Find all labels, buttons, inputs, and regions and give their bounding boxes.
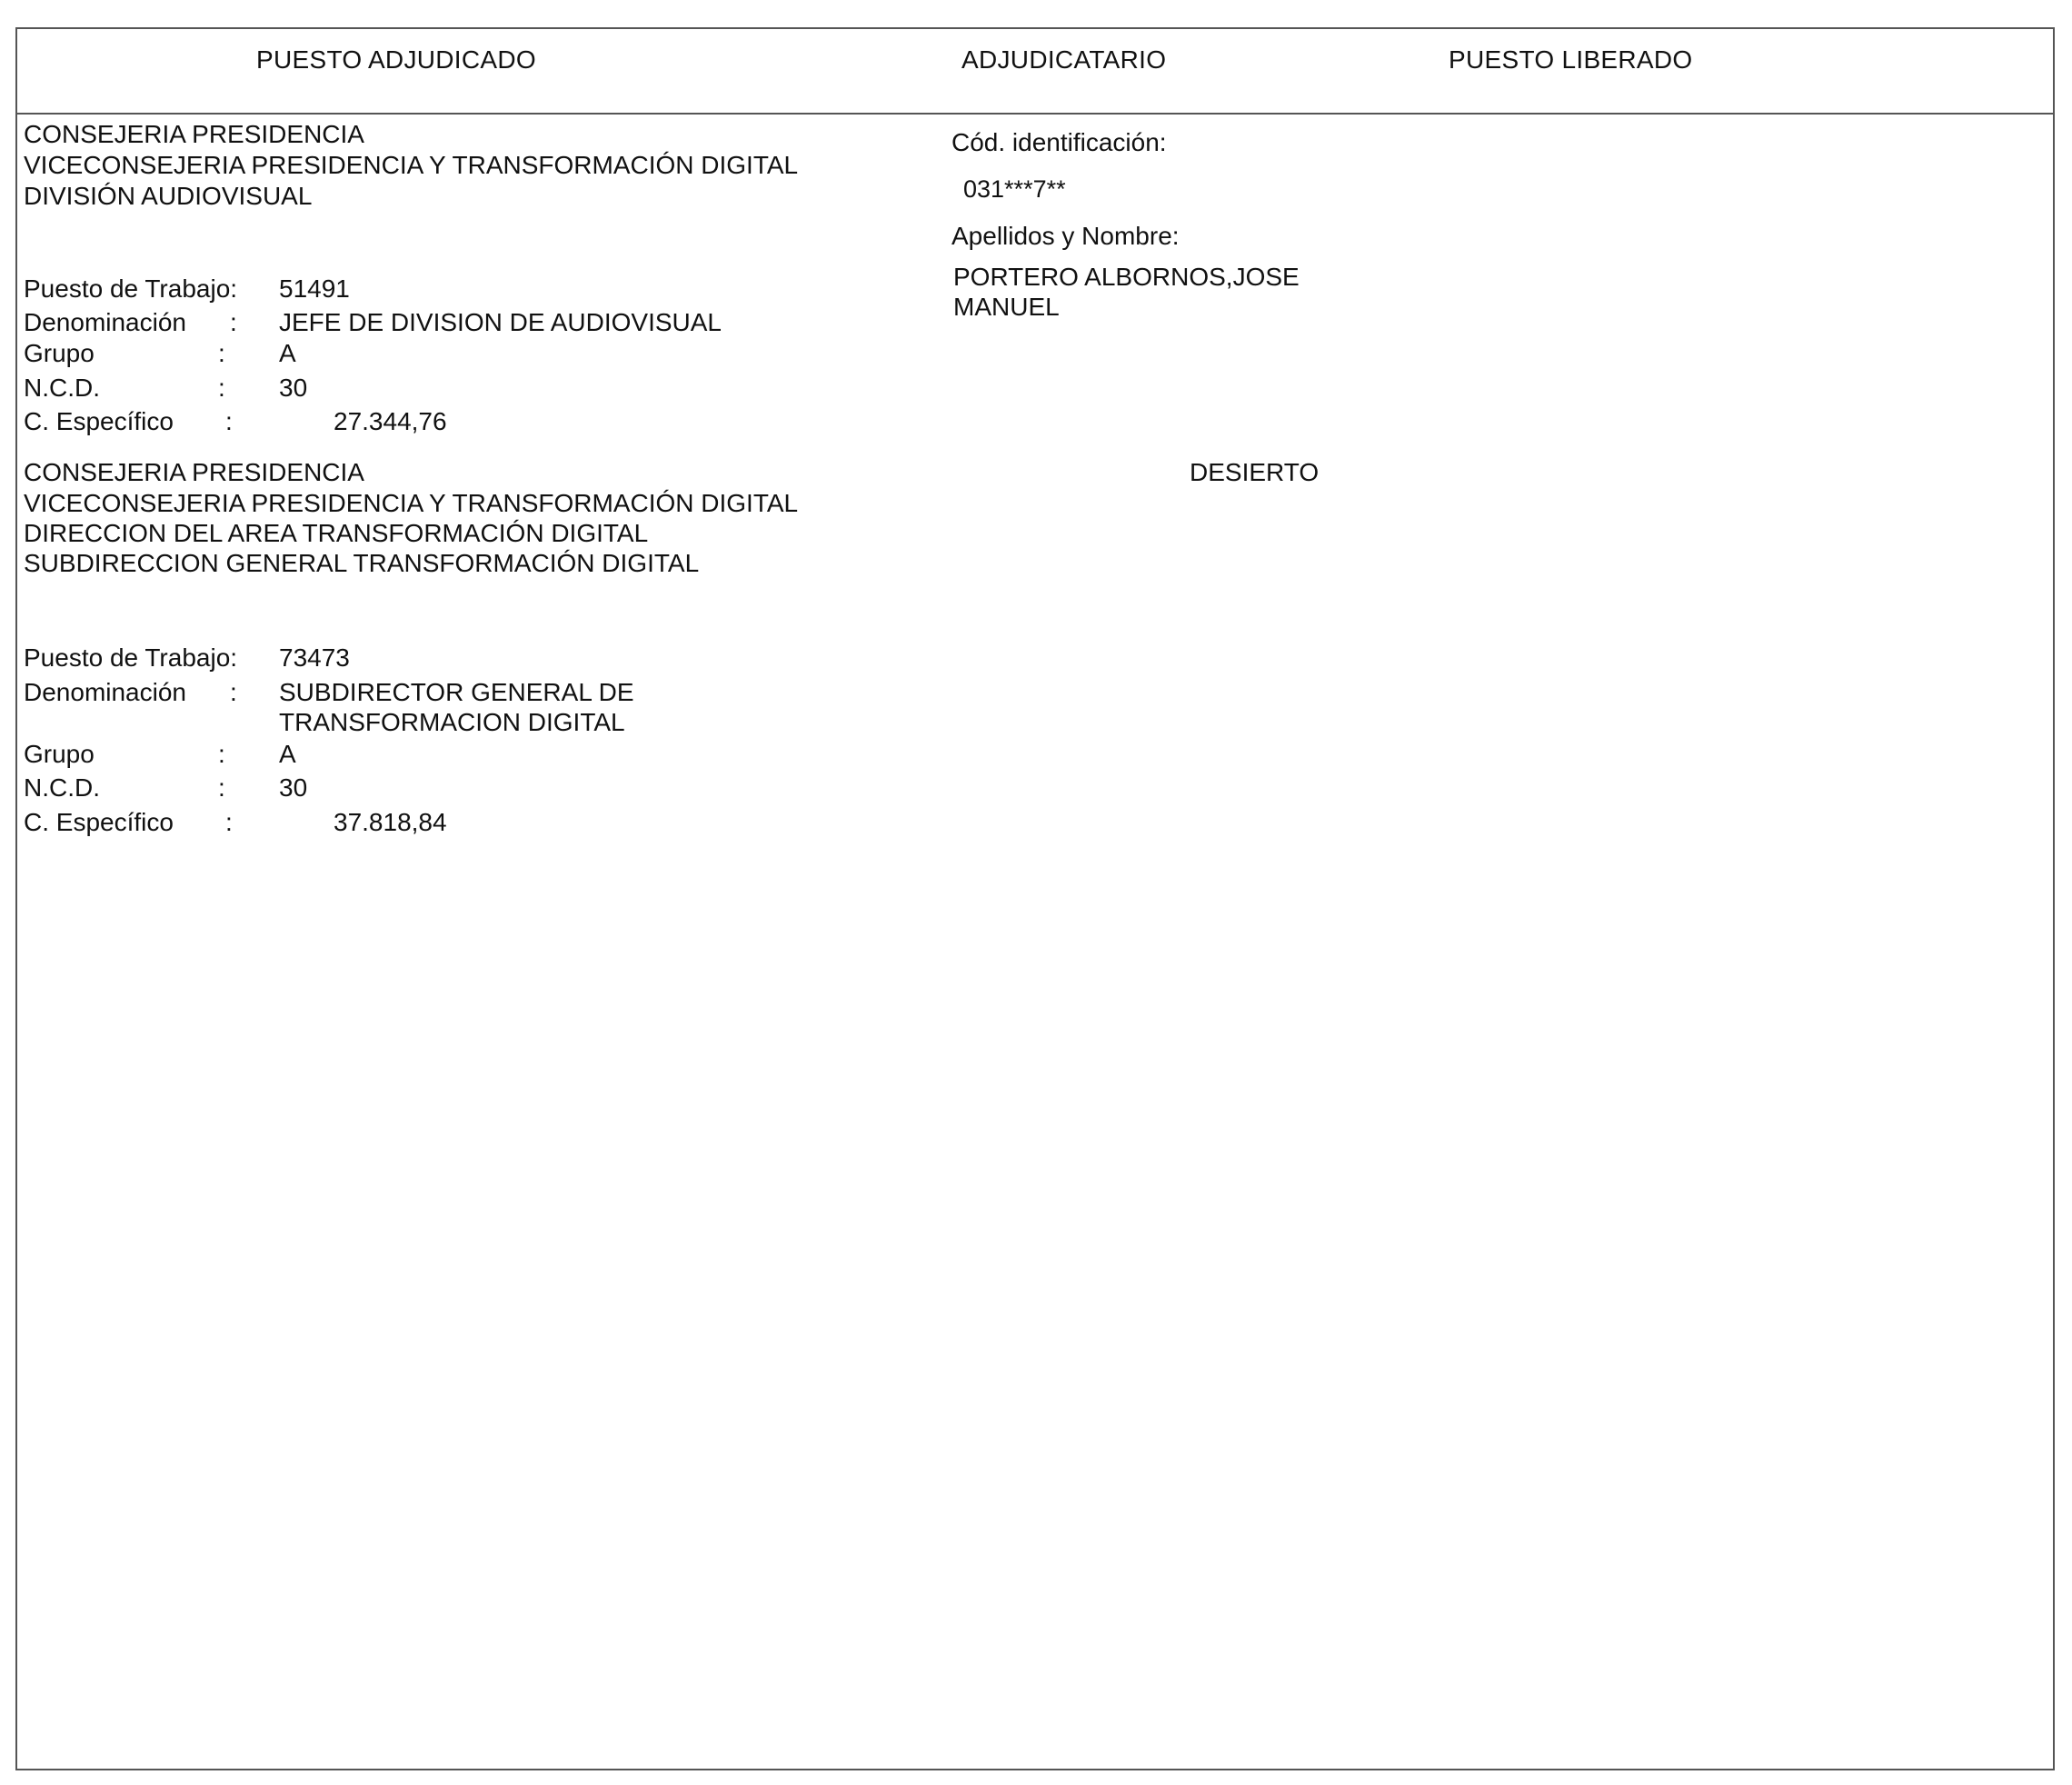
entry1-grupo-value: A (279, 339, 296, 367)
entry1-denominacion-colon: : (230, 308, 237, 336)
entry2-ncd-colon: : (218, 773, 225, 802)
entry2-ncd-label: N.C.D. (24, 773, 100, 802)
entry2-puesto-label: Puesto de Trabajo: (24, 643, 238, 672)
entry2-denominacion-colon: : (230, 678, 237, 706)
entry2-desierto-status: DESIERTO (1190, 458, 1320, 486)
entry1-denominacion-value: JEFE DE DIVISION DE AUDIOVISUAL (279, 308, 722, 336)
entry1-org-line3: DIVISIÓN AUDIOVISUAL (24, 182, 313, 210)
entry1-org-line1: CONSEJERIA PRESIDENCIA (24, 120, 364, 148)
entry1-nombre-line2: MANUEL (953, 293, 1060, 321)
entry2-grupo-value: A (279, 740, 296, 768)
entry2-denominacion-label: Denominación (24, 678, 186, 706)
entry1-cod-label: Cód. identificación: (951, 128, 1167, 156)
entry1-cod-value: 031***7** (963, 175, 1066, 203)
entry1-nombre-line1: PORTERO ALBORNOS,JOSE (953, 263, 1300, 291)
header-divider (15, 113, 2055, 115)
entry2-denominacion-line1: SUBDIRECTOR GENERAL DE (279, 678, 634, 706)
entry1-ncd-value: 30 (279, 374, 308, 402)
entry1-especifico-label: C. Específico (24, 407, 174, 435)
entry2-org-line3: DIRECCION DEL AREA TRANSFORMACIÓN DIGITAL (24, 519, 649, 547)
entry1-puesto-label: Puesto de Trabajo: (24, 274, 238, 303)
entry2-especifico-colon: : (225, 808, 233, 836)
entry2-ncd-value: 30 (279, 773, 308, 802)
entry2-org-line1: CONSEJERIA PRESIDENCIA (24, 458, 364, 486)
entry2-denominacion-line2: TRANSFORMACION DIGITAL (279, 708, 625, 736)
entry2-especifico-label: C. Específico (24, 808, 174, 836)
entry1-especifico-colon: : (225, 407, 233, 435)
header-puesto-adjudicado: PUESTO ADJUDICADO (256, 45, 536, 74)
entry1-grupo-label: Grupo (24, 339, 95, 367)
entry1-denominacion-label: Denominación (24, 308, 186, 336)
entry1-ncd-colon: : (218, 374, 225, 402)
entry1-ncd-label: N.C.D. (24, 374, 100, 402)
entry1-nombre-label: Apellidos y Nombre: (951, 222, 1180, 250)
entry1-org-line2: VICECONSEJERIA PRESIDENCIA Y TRANSFORMACIÓN DIGITAL (24, 151, 799, 179)
entry2-puesto-value: 73473 (279, 643, 350, 672)
header-puesto-liberado: PUESTO LIBERADO (1449, 45, 1693, 74)
entry2-grupo-colon: : (218, 740, 225, 768)
entry1-puesto-value: 51491 (279, 274, 350, 303)
header-adjudicatario: ADJUDICATARIO (961, 45, 1167, 74)
entry2-grupo-label: Grupo (24, 740, 95, 768)
entry2-org-line4: SUBDIRECCION GENERAL TRANSFORMACIÓN DIGITAL (24, 549, 700, 577)
entry1-grupo-colon: : (218, 339, 225, 367)
entry2-org-line2: VICECONSEJERIA PRESIDENCIA Y TRANSFORMACIÓN DIGITAL (24, 489, 799, 517)
entry1-especifico-value: 27.344,76 (334, 407, 447, 435)
entry2-especifico-value: 37.818,84 (334, 808, 447, 836)
